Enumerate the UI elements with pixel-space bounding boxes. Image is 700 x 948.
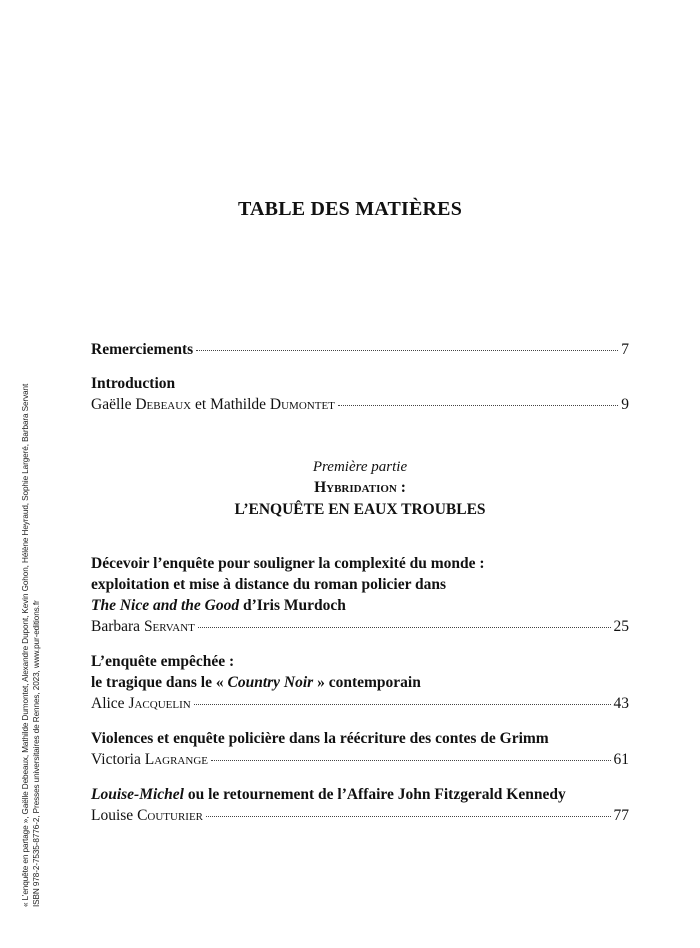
part-label: Première partie: [312, 459, 408, 475]
part-title-line1: Hybridation :: [314, 479, 406, 496]
page-number: 77: [613, 807, 629, 824]
toc-entry-chapter-4[interactable]: [91, 784, 629, 826]
entry-authors: Alice Jacquelin: [91, 695, 191, 712]
entry-title-line: exploitation et mise à distance du roman policier dans: [91, 576, 447, 593]
dot-leader: [196, 350, 618, 351]
dot-leader: [338, 405, 618, 406]
side-credit-line1: « L’enquête en partage », Gaëlle Debeaux, Mathilde Dumontet, Alexandre Dupont, Kevin Gohon, Hélène Heyraud, Sophie Largeré, Barbara Servant: [21, 383, 30, 907]
entry-authors: Louise Couturier: [91, 807, 204, 824]
entry-title-line: Louise-Michel ou le retournement de l’Affaire John Fitzgerald Kennedy: [91, 786, 566, 803]
toc-entry-chapter-1[interactable]: [91, 553, 629, 637]
entry-title-line: Violences et enquête policière dans la réécriture des contes de Grimm: [91, 730, 549, 747]
entry-authors: Gaëlle Debeaux et Mathilde Dumontet: [91, 396, 335, 413]
page-number: 7: [621, 341, 629, 358]
entry-title: Introduction: [91, 375, 176, 392]
dot-leader: [211, 760, 611, 761]
page-number: 61: [613, 751, 629, 768]
entry-title: Remerciements: [91, 341, 194, 358]
dot-leader: [206, 816, 610, 817]
page-number: 25: [613, 618, 629, 635]
toc-entry-chapter-2[interactable]: [91, 651, 629, 714]
toc-entry-introduction[interactable]: [91, 373, 629, 415]
dot-leader: [198, 627, 611, 628]
toc-entry-chapter-3[interactable]: [91, 728, 629, 770]
entry-title-line: Décevoir l’enquête pour souligner la complexité du monde :: [91, 555, 485, 572]
toc-entry-remerciements[interactable]: [91, 339, 629, 360]
page-title: TABLE DES MATIÈRES: [237, 198, 463, 220]
side-credit-line2: ISBN 978-2-7535-8776-2, Presses universitaires de Rennes, 2023, www.pur-editions.fr: [32, 600, 41, 907]
dot-leader: [194, 704, 611, 705]
entry-authors: Victoria Lagrange: [91, 751, 208, 768]
entry-title-line: The Nice and the Good d’Iris Murdoch: [91, 597, 346, 614]
side-credit: [20, 37, 60, 907]
entry-authors: Barbara Servant: [91, 618, 195, 635]
table-of-contents: [91, 339, 629, 826]
entry-title-line: le tragique dans le « Country Noir » contemporain: [91, 674, 421, 691]
entry-title-line: L’enquête empêchée :: [91, 653, 235, 670]
page-number: 9: [621, 396, 629, 413]
part-title-line2: L’ENQUÊTE EN EAUX TROUBLES: [234, 501, 486, 518]
part-heading: [91, 457, 629, 521]
page-number: 43: [613, 695, 629, 712]
